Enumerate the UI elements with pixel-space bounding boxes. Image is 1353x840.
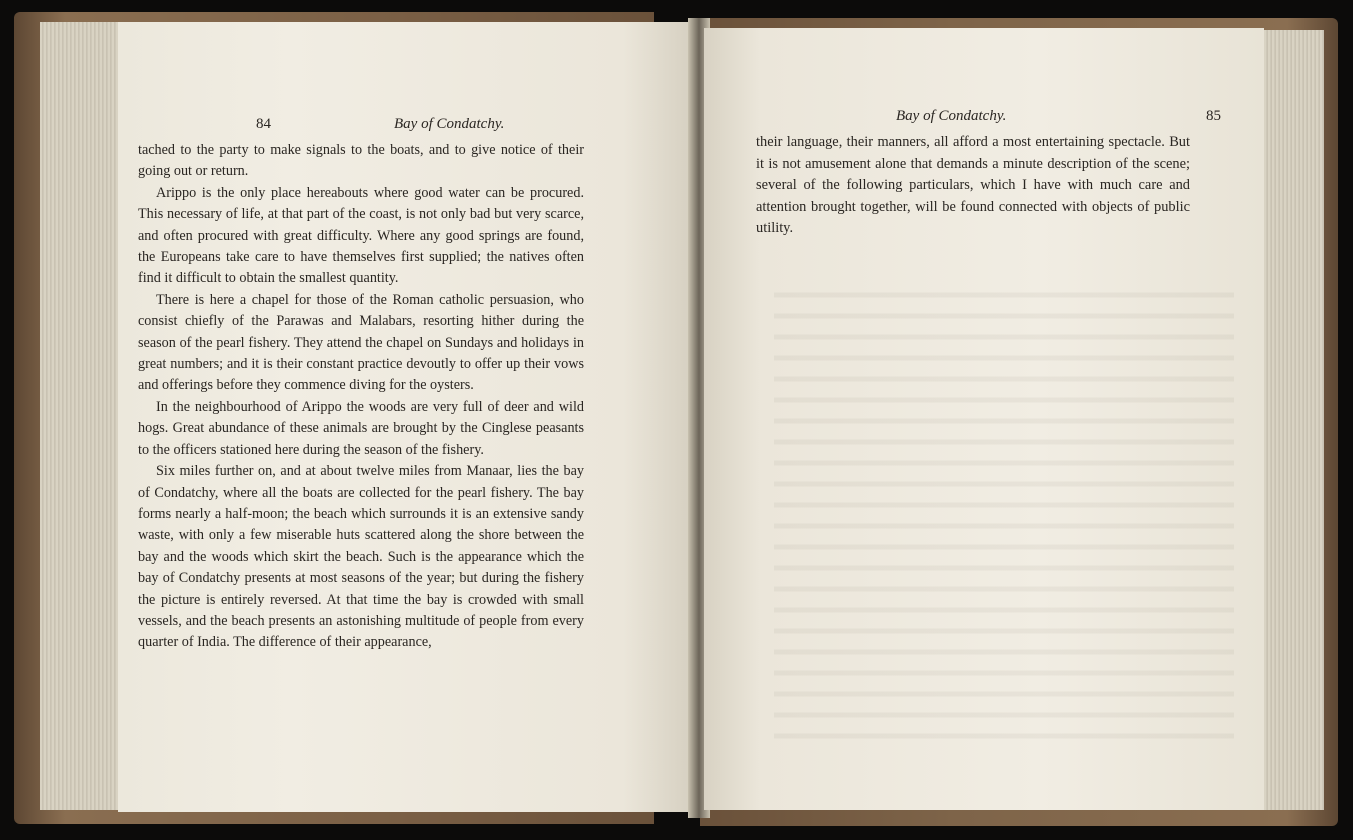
left-page-number: 84 [256, 116, 271, 132]
right-page-number: 85 [1206, 108, 1221, 124]
paragraph: There is here a chapel for those of the Roman catholic persuasion, who consist chiefly of the Parawas and Malabars, resorting hither during the season of the pearl fishery. They attend the chapel on Sundays and holidays in great numbers; and it is their constant practice devoutly to offer up their vows and offerings before they commence diving for the oysters. [138, 291, 584, 394]
paragraph: Arippo is the only place hereabouts where good water can be procured. This necessary of life, at that part of the coast, is not only bad but very scarce, and often procured with great difficulty. Where any good springs are found, the Europeans take care to have themselves first supplied; the natives often find it difficult to obtain the smallest quantity. [138, 184, 584, 287]
right-page-body [756, 132, 1190, 240]
left-running-title: Bay of Condatchy. [394, 116, 505, 132]
paragraph: Six miles further on, and at about twelve miles from Manaar, lies the bay of Condatchy, where all the boats are collected for the pearl fishery. The bay forms nearly a half-moon; the beach which surrounds it is an extensive sandy waste, with only a few miserable huts scattered along the shore between the bay and the woods which skirt the beach. Such is the appearance which the bay of Condatchy presents at most seasons of the year; but during the fishery the picture is entirely reversed. At that time the bay is crowded with small vessels, and the beach presents an astonishing multitude of people from every quarter of India. The difference of their appearance, [138, 463, 584, 651]
right-running-title: Bay of Condatchy. [896, 108, 1007, 124]
paragraph: In the neighbourhood of Arippo the woods are very full of deer and wild hogs. Great abundance of these animals are brought by the Cinglese peasants to the officers stationed here during the season of the fishery. [138, 398, 584, 458]
left-page-edges [40, 22, 120, 810]
show-through-text [774, 278, 1234, 748]
right-page [704, 28, 1264, 810]
left-page-body [138, 140, 584, 654]
right-page-edges [1262, 30, 1324, 810]
paragraph: tached to the party to make signals to the boats, and to give notice of their going out or return. [138, 142, 584, 180]
paragraph: their language, their manners, all afford a most entertaining spectacle. But it is not amusement alone that demands a minute description of the scene; several of the following particulars, which I have with much care and attention brought together, will be found connected with objects of public utility. [756, 134, 1190, 237]
left-page [118, 22, 692, 812]
